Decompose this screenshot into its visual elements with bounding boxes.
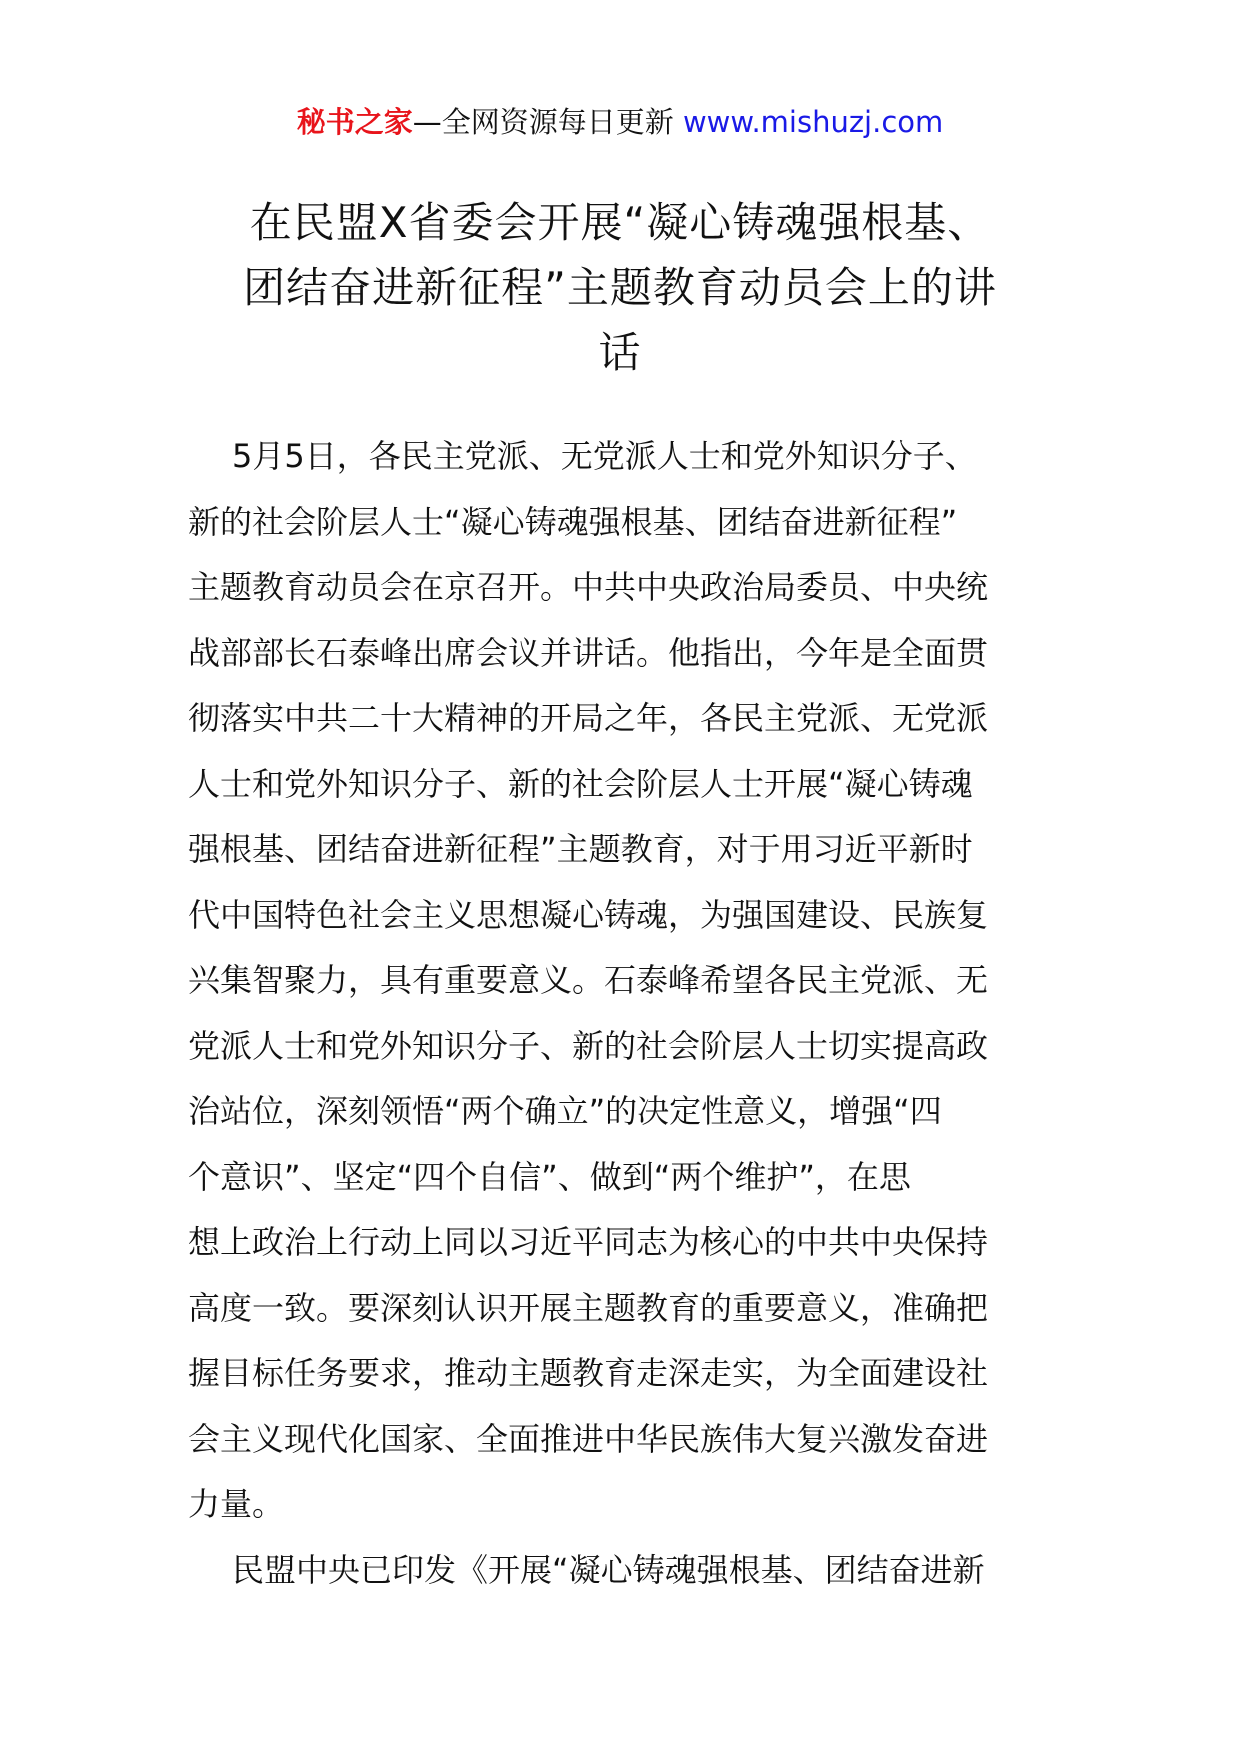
document-title bbox=[180, 190, 1060, 385]
body-line: 民盟中央已印发《开展“凝心铸魂强根基、团结奋进新 bbox=[232, 1550, 985, 1589]
document-body bbox=[188, 424, 1048, 1603]
body-line: 会主义现代化国家、全面推进中华民族伟大复兴激发奋进 bbox=[188, 1419, 989, 1458]
title-line: 话 bbox=[598, 328, 642, 378]
body-line: 强根基、团结奋进新征程”主题教育，对于用习近平新时 bbox=[188, 830, 973, 868]
body-line: 5月5日，各民主党派、无党派人士和党外知识分子、 bbox=[232, 437, 977, 475]
site-url-link[interactable]: www.mishuzj.com bbox=[682, 105, 944, 139]
body-line: 人士和党外知识分子、新的社会阶层人士开展“凝心铸魂 bbox=[188, 764, 973, 803]
body-line: 想上政治上行动上同以习近平同志为核心的中共中央保持 bbox=[188, 1223, 989, 1261]
body-line: 力量。 bbox=[188, 1485, 285, 1523]
body-line: 战部部长石泰峰出席会议并讲话。他指出，今年是全面贯 bbox=[188, 633, 989, 672]
title-line: 在民盟X省委会开展“凝心铸魂强根基、 bbox=[249, 198, 991, 248]
header-tagline: —全网资源每日更新 bbox=[412, 105, 674, 139]
brand-name: 秘书之家 bbox=[296, 105, 413, 139]
site-header bbox=[0, 102, 1240, 142]
body-line: 代中国特色社会主义思想凝心铸魂，为强国建设、民族复 bbox=[188, 895, 989, 934]
title-line: 团结奋进新征程”主题教育动员会上的讲 bbox=[243, 263, 997, 313]
body-line: 兴集智聚力，具有重要意义。石泰峰希望各民主党派、无 bbox=[188, 961, 989, 999]
body-line: 高度一致。要深刻认识开展主题教育的重要意义，准确把 bbox=[188, 1288, 989, 1327]
body-line: 握目标任务要求，推动主题教育走深走实，为全面建设社 bbox=[188, 1354, 989, 1392]
body-line: 新的社会阶层人士“凝心铸魂强根基、团结奋进新征程” bbox=[188, 502, 958, 541]
body-line: 个意识”、坚定“四个自信”、做到“两个维护”，在思 bbox=[188, 1157, 911, 1196]
body-line: 党派人士和党外知识分子、新的社会阶层人士切实提高政 bbox=[188, 1026, 989, 1065]
body-line: 主题教育动员会在京召开。中共中央政治局委员、中央统 bbox=[188, 568, 989, 606]
body-line: 治站位，深刻领悟“两个确立”的决定性意义，增强“四 bbox=[188, 1092, 942, 1130]
body-line: 彻落实中共二十大精神的开局之年，各民主党派、无党派 bbox=[188, 699, 989, 737]
